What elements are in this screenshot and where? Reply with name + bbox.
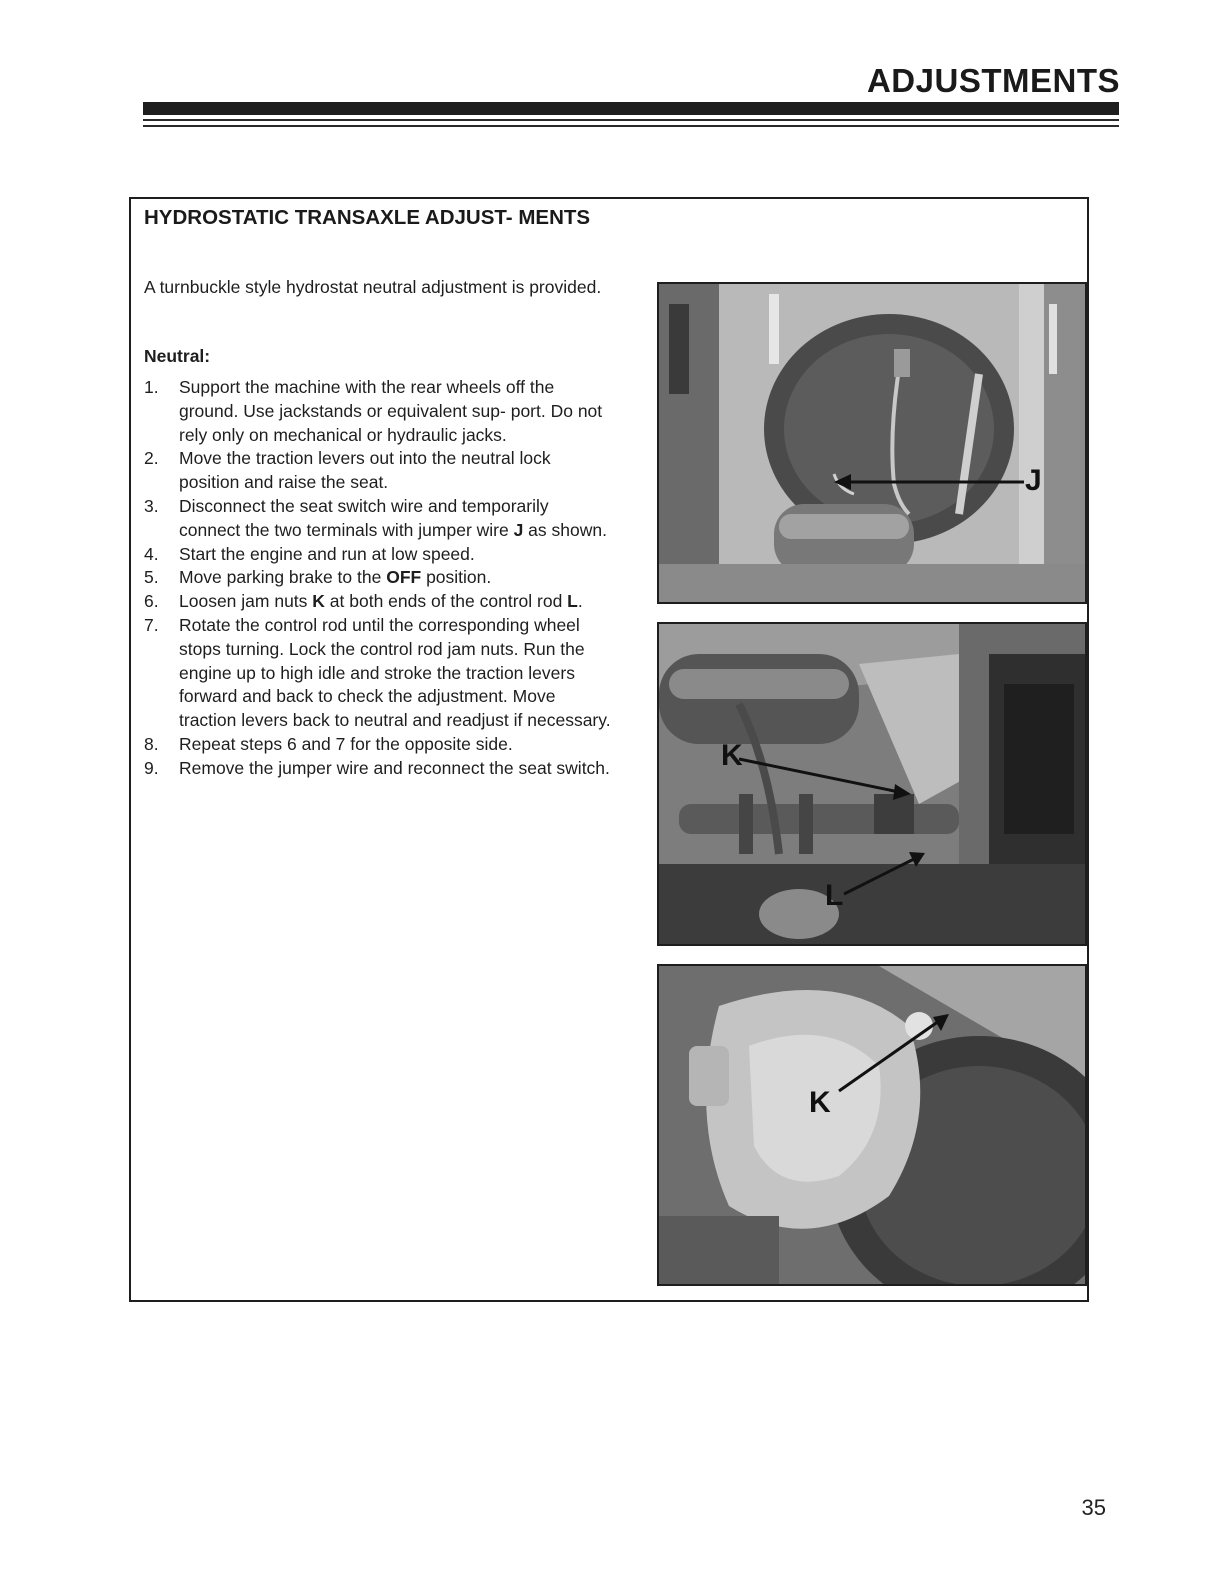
label-l: L — [825, 879, 844, 912]
photo-jam-nut — [657, 964, 1087, 1286]
photo-seat-switch — [657, 282, 1087, 604]
header-rule-thick — [143, 102, 1119, 115]
step-item: 2. Move the traction levers out into the neutral lock position and raise the seat. — [144, 448, 551, 493]
jam-nut-illustration — [659, 966, 1085, 1284]
label-j: J — [1025, 464, 1042, 497]
header-rule-thin-2 — [143, 125, 1119, 127]
control-rod-illustration — [659, 624, 1085, 944]
step-item: 9. Remove the jumper wire and reconnect the seat switch. — [144, 757, 610, 778]
seat-switch-illustration — [659, 284, 1085, 602]
step-item: 7. Rotate the control rod until the corresponding wheel stops turning. Lock the control rod jam nuts. Run the engine up to high idle and stroke the traction levers forward and back to check the adjustment. Move traction levers back to neutral and readjust if necessary. — [144, 614, 611, 731]
step-item: 5. Move parking brake to the OFF position. — [144, 567, 492, 588]
page-number: 35 — [1081, 1495, 1106, 1520]
intro-paragraph: A turnbuckle style hydrostat neutral adjustment is provided. — [144, 277, 602, 297]
header-rule-thin-1 — [143, 119, 1119, 121]
step-item: 1. Support the machine with the rear wheels off the ground. Use jackstands or equivalent sup- port. Do not rely only on mechanical or hydraulic jacks. — [144, 377, 603, 445]
section-title: HYDROSTATIC TRANSAXLE ADJUST- MENTS — [144, 206, 591, 229]
label-k-second: K — [809, 1086, 831, 1119]
step-item: 3. Disconnect the seat switch wire and temporarily connect the two terminals with jumper wire J as shown. — [144, 495, 607, 540]
step-item: 8. Repeat steps 6 and 7 for the opposite side. — [144, 733, 513, 754]
photo-control-rod — [657, 622, 1087, 946]
procedure-steps — [144, 376, 614, 781]
step-item: 4. Start the engine and run at low speed. — [144, 543, 475, 564]
step-item: 6. Loosen jam nuts K at both ends of the control rod L. — [144, 591, 583, 612]
page-title: ADJUSTMENTS — [866, 62, 1120, 99]
neutral-subhead: Neutral: — [144, 346, 211, 366]
label-k: K — [721, 739, 743, 772]
